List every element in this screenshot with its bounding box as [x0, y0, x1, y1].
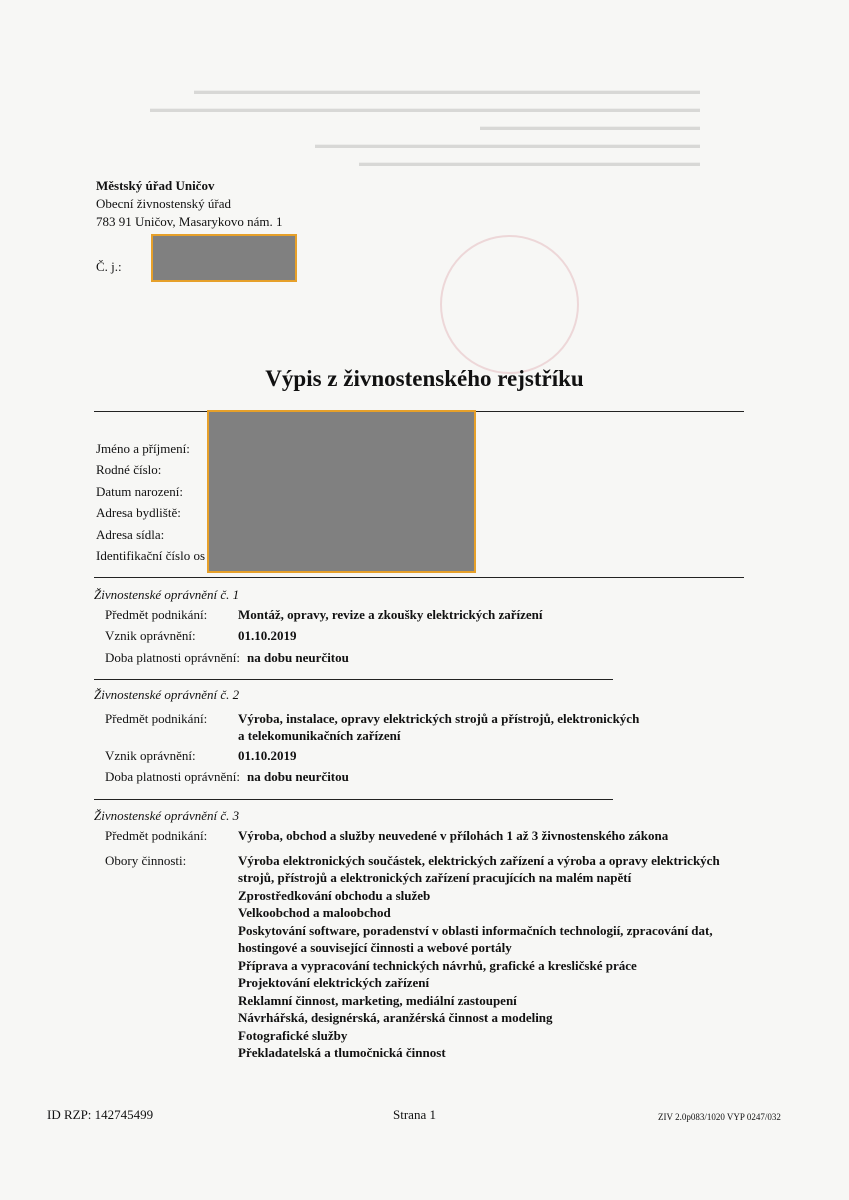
- permit-3-field-line: Projektování elektrických zařízení: [238, 975, 430, 990]
- permit-2-validity: na dobu neurčitou: [247, 769, 349, 784]
- permit-2-origin-label: Vznik oprávnění:: [105, 748, 196, 763]
- permit-1-subject-label: Předmět podnikání:: [105, 607, 208, 622]
- permit-3-field-line: Návrhářská, designérská, aranžérská činnost a modeling: [238, 1010, 553, 1025]
- label-birth-date: Datum narození:: [96, 484, 183, 499]
- permit-3-field-line: Poskytování software, poradenství v oblasti informačních technologií, zpracování dat,: [238, 923, 713, 938]
- permit-3-fields-label: Obory činnosti:: [105, 853, 187, 868]
- permit-3-subject: Výroba, obchod a služby neuvedené v přílohách 1 až 3 živnostenského zákona: [238, 828, 669, 843]
- permit-1-divider: [94, 679, 613, 680]
- permit-3-field-line: Reklamní činnost, marketing, mediální zastoupení: [238, 993, 517, 1008]
- permit-1-subject: Montáž, opravy, revize a zkoušky elektrických zařízení: [238, 607, 543, 622]
- permit-2-origin: 01.10.2019: [238, 748, 297, 763]
- permit-3-field-line: hostingové a související činnosti a webové portály: [238, 940, 512, 955]
- permit-2-validity-label: Doba platnosti oprávnění:: [105, 769, 241, 784]
- permit-1-origin-label: Vznik oprávnění:: [105, 628, 196, 643]
- permit-3-field-line: Překladatelská a tlumočnická činnost: [238, 1045, 446, 1060]
- label-birth-number: Rodné číslo:: [96, 462, 162, 477]
- label-name: Jméno a příjmení:: [96, 441, 190, 456]
- permit-2-heading: Živnostenské oprávnění č. 2: [94, 687, 240, 702]
- permit-3-field-line: strojů, přístrojů a elektronických zařízení pracujících na malém napětí: [238, 870, 632, 885]
- permit-2-subject-label: Předmět podnikání:: [105, 711, 208, 726]
- person-divider: [94, 577, 744, 578]
- office-name: Městský úřad Uničov: [96, 178, 215, 193]
- office-address: 783 91 Uničov, Masarykovo nám. 1: [96, 214, 283, 229]
- permit-2-subject-line-2: a telekomunikačních zařízení: [238, 728, 401, 743]
- label-residence: Adresa bydliště:: [96, 505, 181, 520]
- redacted-ref-number: [151, 234, 297, 282]
- permit-3-field-line: Příprava a vypracování technických návrhů, grafické a kresličské práce: [238, 958, 637, 973]
- permit-1-origin: 01.10.2019: [238, 628, 297, 643]
- label-seat: Adresa sídla:: [96, 527, 165, 542]
- permit-1-validity: na dobu neurčitou: [247, 650, 349, 665]
- permit-1-heading: Živnostenské oprávnění č. 1: [94, 587, 240, 602]
- label-id-number: Identifikační číslo os: [96, 548, 206, 563]
- footer-page-number: Strana 1: [393, 1107, 436, 1122]
- office-dept: Obecní živnostenský úřad: [96, 196, 232, 211]
- permit-3-heading: Živnostenské oprávnění č. 3: [94, 808, 240, 823]
- permit-2-subject-line-1: Výroba, instalace, opravy elektrických strojů a přístrojů, elektronických: [238, 711, 640, 726]
- redacted-person-data: [207, 410, 476, 573]
- footer-id-rzp: ID RZP: 142745499: [47, 1107, 154, 1122]
- document-title: Výpis z živnostenského rejstříku: [265, 366, 584, 391]
- reverse-side-bleed: ▬▬▬▬▬▬▬▬▬▬▬▬▬▬▬▬▬▬▬▬▬▬▬▬▬▬▬▬▬▬▬▬▬▬▬▬▬▬▬▬▬▬▬▬▬▬ ▬▬▬▬▬▬▬▬▬▬▬▬▬▬▬▬▬▬▬▬▬▬▬▬▬▬▬▬▬▬▬▬▬▬▬▬▬▬▬▬▬▬▬▬▬▬▬▬▬▬ ▬▬▬▬▬▬▬▬▬▬▬▬▬▬▬▬▬▬▬▬ ▬▬▬▬▬▬▬▬▬▬▬▬▬▬▬▬▬▬▬▬▬▬▬▬▬▬▬▬▬▬▬▬▬▬▬ ▬▬▬▬▬▬▬▬▬▬▬▬▬▬▬▬▬▬▬▬▬▬▬▬▬▬▬▬▬▬▬: [150, 85, 700, 169]
- permit-1-validity-label: Doba platnosti oprávnění:: [105, 650, 241, 665]
- permit-3-field-line: Zprostředkování obchodu a služeb: [238, 888, 431, 903]
- permit-3-field-line: Fotografické služby: [238, 1028, 348, 1043]
- permit-2-divider: [94, 799, 613, 800]
- permit-3-subject-label: Předmět podnikání:: [105, 828, 208, 843]
- footer-form-code: ZIV 2.0p083/1020 VYP 0247/032: [658, 1112, 781, 1122]
- stamp-bleed: [440, 235, 579, 374]
- ref-number-label: Č. j.:: [96, 259, 122, 274]
- permit-3-field-line: Velkoobchod a maloobchod: [238, 905, 391, 920]
- permit-3-field-line: Výroba elektronických součástek, elektrických zařízení a výroba a opravy elektrických: [238, 853, 720, 868]
